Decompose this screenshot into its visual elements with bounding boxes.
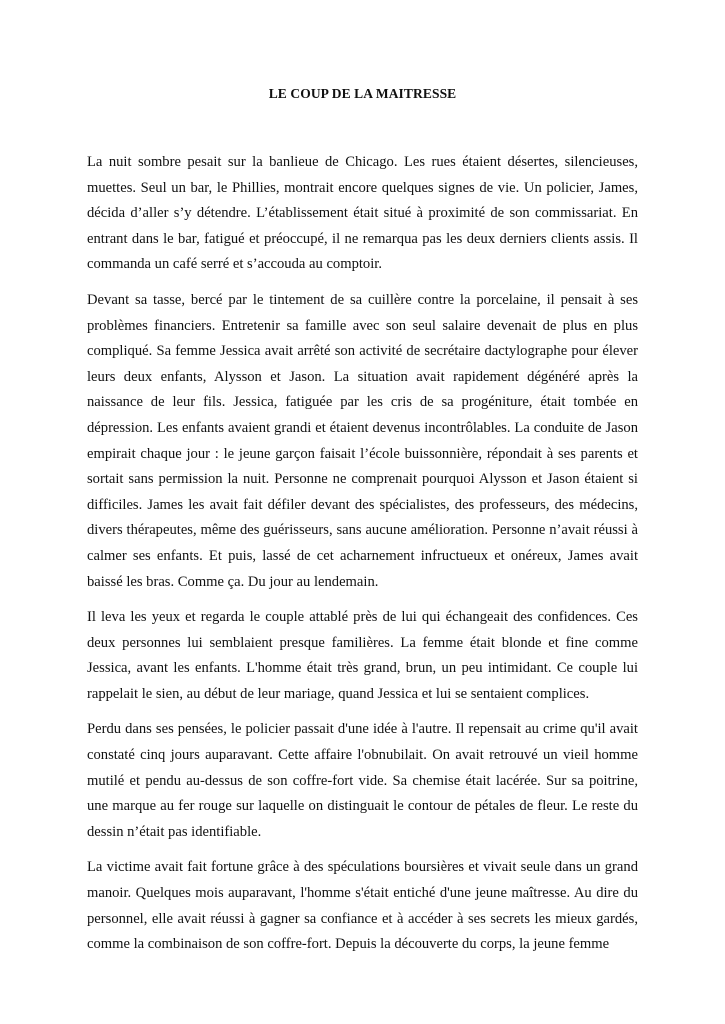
- document-title: LE COUP DE LA MAITRESSE: [268, 86, 457, 101]
- paragraph-2: Devant sa tasse, bercé par le tintement de sa cuillère contre la porcelaine, il pensait à ses problèmes financiers. Entretenir sa famille avec son seul salaire devenait de plus en plus compliqué. Sa femme Jessica avait arrêté son activité de secrétaire dactylographe pour élever leurs deux enfants, Alysson et Jason. La situation avait rapidement dégénéré après la naissance de leur fils. Jessica, fatiguée par les cris de sa progéniture, était tombée en dépression. Les enfants avaient grandi et étaient devenus incontrôlables. La conduite de Jason empirait chaque jour : le jeune garçon faisait l’école buissonnière, répondait à ses parents et sortait sans permission la nuit. Personne ne comprenait pourquoi Alysson et Jason étaient si difficiles. James les avait fait défiler devant des spécialistes, des professeurs, des médecins, divers thérapeutes, même des guérisseurs, sans aucune amélioration. Personne n’avait réussi à calmer ses enfants. Et puis, lassé de cet acharnement infructueux et onéreux, James avait baissé les bras. Comme ça. Du jour au lendemain.: [87, 291, 638, 590]
- paragraph-4: Perdu dans ses pensées, le policier passait d'une idée à l'autre. Il repensait au crime qu'il avait constaté cinq jours auparavant. Cette affaire l'obnubilait. On avait retrouvé un vieil homme mutilé et pendu au-dessus de son coffre-fort vide. Sa chemise était lacérée. Sur sa poitrine, une marque au fer rouge sur laquelle on distinguait le contour de pétales de fleur. Le reste du dessin n’était pas identifiable.: [87, 721, 638, 840]
- paragraph-1: La nuit sombre pesait sur la banlieue de Chicago. Les rues étaient désertes, silencieuses, muettes. Seul un bar, le Phillies, montrait encore quelques signes de vie. Un policier, James, décida d’aller s’y détendre. L’établissement était situé à proximité de son commissariat. En entrant dans le bar, fatigué et préoccupé, il ne remarqua pas les deux derniers clients assis. Il commanda un café serré et s’accouda au comptoir.: [87, 154, 638, 273]
- paragraph-5: La victime avait fait fortune grâce à des spéculations boursières et vivait seule dans un grand manoir. Quelques mois auparavant, l'homme s'était entiché d'une jeune maîtresse. Au dire du personnel, elle avait réussi à gagner sa confiance et à accéder à ses secrets les mieux gardés, comme la combinaison de son coffre-fort. Depuis la découverte du corps, la jeune femme: [87, 859, 638, 953]
- paragraph-3: Il leva les yeux et regarda le couple attablé près de lui qui échangeait des confidences. Ces deux personnes lui semblaient presque familières. La femme était blonde et fine comme Jessica, avant les enfants. L'homme était très grand, brun, un peu intimidant. Ce couple lui rappelait le sien, au début de leur mariage, quand Jessica et lui se sentaient complices.: [87, 609, 638, 702]
- document-body: [87, 150, 638, 968]
